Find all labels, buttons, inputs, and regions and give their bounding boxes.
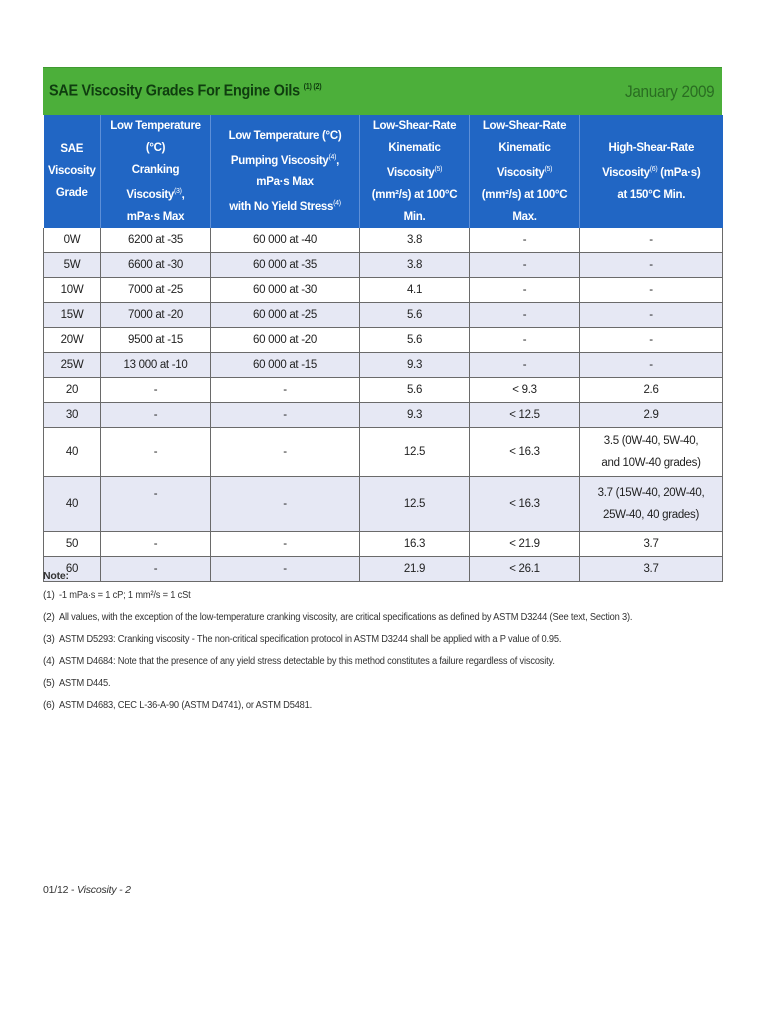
cranking-cell: 13 000 at -10	[101, 352, 211, 377]
kv-min-cell: 12.5	[360, 476, 470, 531]
table-row	[44, 427, 723, 476]
table-row	[44, 327, 723, 352]
hths-cell: 3.7	[580, 531, 723, 556]
pumping-cell: -	[211, 377, 360, 402]
pumping-cell: -	[211, 427, 360, 476]
col-header-grade: SAE Viscosity Grade	[44, 115, 101, 228]
hths-cell: -	[580, 228, 723, 253]
note-item	[43, 678, 723, 700]
footer-label: Viscosity - 2	[77, 884, 131, 896]
viscosity-table	[43, 115, 723, 582]
kv-max-cell: < 16.3	[470, 427, 580, 476]
kv-max-cell: -	[470, 277, 580, 302]
title-bar	[43, 67, 722, 115]
note-item	[43, 700, 723, 722]
note-text: ASTM D4684: Note that the presence of any yield stress detectable by this method constitutes a failure regardless of viscosity.	[59, 656, 555, 667]
kv-max-cell: < 16.3	[470, 476, 580, 531]
header-row	[44, 115, 723, 228]
grade-cell: 20W	[44, 327, 101, 352]
table-row	[44, 377, 723, 402]
kv-min-cell: 21.9	[360, 556, 470, 581]
note-text: -1 mPa·s = 1 cP; 1 mm²/s = 1 cSt	[59, 590, 191, 601]
note-text: ASTM D445.	[59, 678, 111, 689]
note-text: All values, with the exception of the low-temperature cranking viscosity, are critical specifications as defined by ASTM D3244 (See text, Section 3).	[59, 612, 633, 623]
footer-code: 01/12 -	[43, 884, 78, 896]
hths-cell: -	[580, 252, 723, 277]
grade-cell: 5W	[44, 252, 101, 277]
page-footer	[43, 884, 131, 896]
cranking-cell: 7000 at -25	[101, 277, 211, 302]
pumping-cell: 60 000 at -30	[211, 277, 360, 302]
kv-min-cell: 16.3	[360, 531, 470, 556]
cranking-cell: -	[101, 402, 211, 427]
table-row	[44, 402, 723, 427]
note-number: (6)	[43, 700, 55, 711]
note-number: (2)	[43, 612, 55, 623]
kv-max-cell: -	[470, 252, 580, 277]
cranking-cell: -	[101, 427, 211, 476]
kv-max-cell: -	[470, 228, 580, 253]
note-number: (3)	[43, 634, 55, 645]
kv-min-cell: 9.3	[360, 402, 470, 427]
table-row	[44, 277, 723, 302]
grade-cell: 60	[44, 556, 101, 581]
table-row	[44, 252, 723, 277]
grade-cell: 20	[44, 377, 101, 402]
date-label: January 2009	[624, 81, 714, 101]
page-title	[49, 82, 321, 100]
grade-cell: 25W	[44, 352, 101, 377]
pumping-cell: 60 000 at -15	[211, 352, 360, 377]
notes-heading: Note:	[43, 570, 69, 582]
cranking-cell: -	[101, 556, 211, 581]
pumping-cell: 60 000 at -40	[211, 228, 360, 253]
pumping-cell: 60 000 at -35	[211, 252, 360, 277]
grade-cell: 40	[44, 476, 101, 531]
hths-cell: -	[580, 327, 723, 352]
kv-max-cell: < 12.5	[470, 402, 580, 427]
grade-cell: 15W	[44, 302, 101, 327]
note-item	[43, 590, 723, 612]
kv-min-cell: 3.8	[360, 252, 470, 277]
cranking-cell: 6200 at -35	[101, 228, 211, 253]
viscosity-sheet	[43, 67, 722, 582]
cranking-cell: 9500 at -15	[101, 327, 211, 352]
kv-max-cell: -	[470, 302, 580, 327]
kv-min-cell: 5.6	[360, 327, 470, 352]
kv-min-cell: 5.6	[360, 302, 470, 327]
note-number: (4)	[43, 656, 55, 667]
kv-max-cell: < 9.3	[470, 377, 580, 402]
cranking-cell: -	[101, 476, 211, 531]
kv-max-cell: -	[470, 327, 580, 352]
hths-cell: 3.7	[580, 556, 723, 581]
grade-cell: 30	[44, 402, 101, 427]
cranking-cell: -	[101, 377, 211, 402]
col-header-kv-max: Low-Shear-Rate Kinematic Viscosity$^{(5)}$ (mm²/s) at 100°C Max.	[470, 115, 580, 228]
col-header-hths: High-Shear-Rate Viscosity$^{(6)}$ (mPa·s) at 150°C Min.	[580, 115, 723, 228]
pumping-cell: -	[211, 402, 360, 427]
cranking-cell: 6600 at -30	[101, 252, 211, 277]
notes-section	[43, 570, 723, 722]
note-number: (5)	[43, 678, 55, 689]
kv-min-cell: 5.6	[360, 377, 470, 402]
grade-cell: 40	[44, 427, 101, 476]
grade-cell: 50	[44, 531, 101, 556]
kv-max-cell: < 26.1	[470, 556, 580, 581]
pumping-cell: -	[211, 476, 360, 531]
table-row	[44, 476, 723, 531]
col-header-pumping: Low Temperature (°C) Pumping Viscosity$^{(4)}$, mPa·s Max with No Yield Stress$^{(4)}$	[211, 115, 360, 228]
kv-max-cell: < 21.9	[470, 531, 580, 556]
note-number: (1)	[43, 590, 55, 601]
hths-cell: 3.7 (15W-40, 20W-40, 25W-40, 40 grades)	[580, 476, 723, 531]
note-item	[43, 656, 723, 678]
note-item	[43, 634, 723, 656]
pumping-cell: 60 000 at -20	[211, 327, 360, 352]
pumping-cell: 60 000 at -25	[211, 302, 360, 327]
table-row	[44, 228, 723, 253]
hths-cell: -	[580, 352, 723, 377]
note-text: ASTM D4683, CEC L-36-A-90 (ASTM D4741), or ASTM D5481.	[59, 700, 313, 711]
cranking-cell: -	[101, 531, 211, 556]
grade-cell: 0W	[44, 228, 101, 253]
kv-min-cell: 3.8	[360, 228, 470, 253]
col-header-kv-min: Low-Shear-Rate Kinematic Viscosity$^{(5)}$ (mm²/s) at 100°C Min.	[360, 115, 470, 228]
hths-cell: -	[580, 302, 723, 327]
note-text: ASTM D5293: Cranking viscosity - The non-critical specification protocol in ASTM D3244 shall be applied with a P value of 0.95.	[59, 634, 562, 645]
kv-min-cell: 9.3	[360, 352, 470, 377]
table-row	[44, 531, 723, 556]
note-item	[43, 612, 723, 634]
kv-min-cell: 12.5	[360, 427, 470, 476]
hths-cell: -	[580, 277, 723, 302]
hths-cell: 2.6	[580, 377, 723, 402]
pumping-cell: -	[211, 531, 360, 556]
cranking-cell: 7000 at -20	[101, 302, 211, 327]
grade-cell: 10W	[44, 277, 101, 302]
table-row	[44, 302, 723, 327]
kv-min-cell: 4.1	[360, 277, 470, 302]
table-row	[44, 352, 723, 377]
title-text: SAE Viscosity Grades For Engine Oils	[49, 82, 300, 100]
hths-cell: 2.9	[580, 402, 723, 427]
hths-cell: 3.5 (0W-40, 5W-40, and 10W-40 grades)	[580, 427, 723, 476]
kv-max-cell: -	[470, 352, 580, 377]
title-refs: (1) (2)	[303, 82, 322, 92]
col-header-cranking: Low Temperature (°C) Cranking Viscosity$^{(3)}$, mPa·s Max	[101, 115, 211, 228]
pumping-cell: -	[211, 556, 360, 581]
